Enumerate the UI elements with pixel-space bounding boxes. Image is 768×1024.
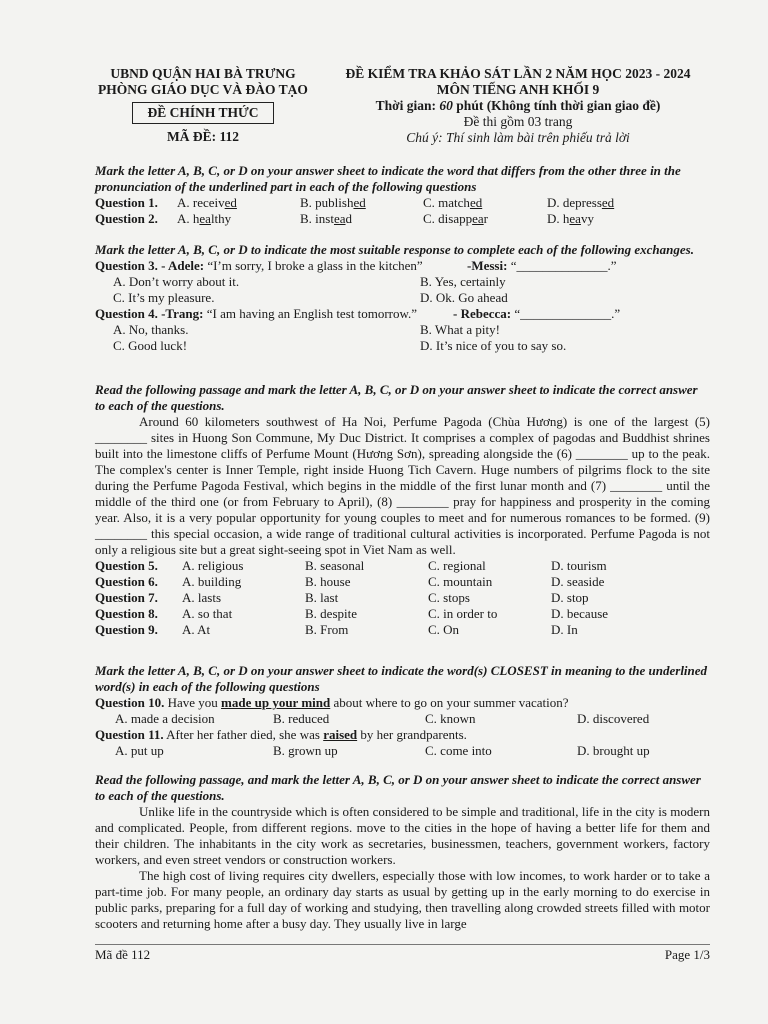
page-number: Page 1/3 [664,947,710,962]
option-a: A. made a decision [115,711,215,726]
option-c: C. disappear [423,211,489,226]
option-d: D. It’s nice of you to say so. [420,338,567,353]
section-synonyms [95,663,710,759]
cloze-questions [95,558,710,638]
footer-exam-code: Mã đề 112 [95,947,151,962]
option-a: A. building [182,574,242,589]
question-label: Question 5. [95,558,158,573]
option-a: A. Don’t worry about it. [113,274,240,289]
option-b: B. seasonal [305,558,365,573]
option-a: A. healthy [177,211,232,226]
question-3: Question 3. - Adele: “I’m sorry, I broke a glass in the kitchen” -Messi: “______________.” [95,258,617,273]
exam-code: MÃ ĐỀ: 112 [167,129,239,144]
question-label: Question 9. [95,622,158,637]
option-b: B. reduced [273,711,330,726]
exam-note: Chú ý: Thí sinh làm bài trên phiếu trả lời [406,130,630,145]
option-d: D. depressed [547,195,615,210]
option-b: B. despite [305,606,357,621]
option-d: D. In [551,622,578,637]
option-c: C. stops [428,590,470,605]
question-2: Question 2. A. healthy B. instead C. disappear D. heavy [95,211,594,226]
header-right [322,66,714,146]
cloze-question-9 [95,622,710,638]
cloze-question-6 [95,574,710,590]
option-b: B. house [305,574,351,589]
option-d: D. Ok. Go ahead [420,290,508,305]
subject-title: MÔN TIẾNG ANH KHỐI 9 [436,82,600,97]
question-label: Question 8. [95,606,158,621]
section-instruction: Mark the letter A, B, C, or D on your answer sheet to indicate the word that differs from the other three in the pronunciation of the underlined part in each of the following questions [95,163,681,194]
section-exchanges [95,242,710,354]
exam-title: ĐỀ KIỂM TRA KHẢO SÁT LẦN 2 NĂM HỌC 2023 - 2024 [345,66,691,81]
question-1: Question 1. A. received B. published C. matched D. depressed [95,195,615,210]
option-b: B. What a pity! [420,322,500,337]
option-a: A. religious [182,558,244,573]
option-c: C. matched [423,195,483,210]
section-instruction: Read the following passage, and mark the letter A, B, C, or D on your answer sheet to indicate the correct answer to each of the questions. [95,772,701,803]
section-instruction: Read the following passage and mark the letter A, B, C, or D on your answer sheet to indicate the correct answer to each of the questions. [95,382,698,413]
question-label: Question 7. [95,590,158,605]
option-d: D. heavy [547,211,594,226]
option-a: A. so that [182,606,233,621]
option-c: C. Good luck! [113,338,188,353]
passage-text: Around 60 kilometers southwest of Ha Noi, Perfume Pagoda (Chùa Hương) is one of the largest (5) ________ sites in Huong Son Commune, My Duc District. It comprises a complex of pagodas and Buddhist shrines built into the limestone cliffs of Perfume Mount (Hương Sơn), spreading alongside the (6) ________ up to the peak. The complex's center is Inner Temple, right inside Huong Tich Cavern. Huge numbers of pilgrims flock to the site during the Perfume Pagoda Festival, which begins in the middle of the first lunar month and (7) ________ until the middle of the third one (or from February to April), (8) ________ pray for happiness and prosperity in the coming year. Also, it is a very popular opportunity for young couples to meet and for numerous romances to be formed. (9) ________ this special occasion, a wide range of traditional cultural activities is incorporated. Perfume Pagoda is not only a religious site but a great sight-seeing spot in Viet Nam as well. [95,414,710,557]
option-d: D. tourism [551,558,607,573]
option-b: B. grown up [273,743,338,758]
option-c: C. known [425,711,476,726]
option-a: A. put up [115,743,164,758]
question-4: Question 4. -Trang: “I am having an English test tomorrow.” - Rebecca: “______________.” [95,306,621,321]
option-d: D. discovered [577,711,650,726]
option-a: A. At [182,622,211,637]
option-b: B. Yes, certainly [420,274,506,289]
cloze-question-8 [95,606,710,622]
district-name: UBND QUẬN HAI BÀ TRƯNG [110,66,296,81]
option-a: A. No, thanks. [113,322,189,337]
option-c: C. It’s my pleasure. [113,290,215,305]
option-d: D. stop [551,590,589,605]
reading-paragraph-2: The high cost of living requires city dwellers, especially those with low incomes, to work harder or to take a part-time job. For many people, an ordinary day starts as usual by getting up in the early morning to do exercise in public parks, preparing for a full day of working and studying, then travelling along crowded streets filled with motor scooters and returning home after a busy day. They usually live in large [95,868,710,931]
option-c: C. mountain [428,574,493,589]
department-name: PHÒNG GIÁO DỤC VÀ ĐÀO TẠO [98,82,308,97]
option-d: D. brought up [577,743,650,758]
page-count: Đề thi gồm 03 trang [463,114,573,129]
option-c: C. On [428,622,460,637]
option-a: A. received [177,195,237,210]
section-instruction: Mark the letter A, B, C, or D on your answer sheet to indicate the word(s) CLOSEST in meaning to the underlined word(s) in each of the following questions [95,663,708,694]
section-instruction: Mark the letter A, B, C, or D to indicate the most suitable response to complete each of the following exchanges. [95,242,694,257]
reading-paragraph-1: Unlike life in the countryside which is often considered to be simple and traditional, life in the city is modern and complicated. People, from different regions. move to the cities in the hope of having a better life for them and their children. The inhabitants in the city work as secretaries, businessmen, teachers, government workers, factory workers, and even street vendors or construction workers. [95,804,710,867]
section-reading [95,772,710,932]
option-c: C. in order to [428,606,498,621]
header-left [88,66,318,145]
option-c: C. regional [428,558,486,573]
cloze-question-5 [95,558,710,574]
page-footer [95,944,710,962]
time-line: Thời gian: 60 phút (Không tính thời gian giao đề) [375,98,661,113]
option-b: B. From [305,622,349,637]
question-label: Question 6. [95,574,158,589]
option-b: B. published [300,195,366,210]
official-badge: ĐỀ CHÍNH THỨC [132,102,273,124]
option-a: A. lasts [182,590,221,605]
section-pronunciation [95,163,710,227]
option-d: D. because [551,606,609,621]
option-c: C. come into [425,743,492,758]
section-passage-cloze [95,382,710,638]
option-b: B. last [305,590,339,605]
option-b: B. instead [300,211,353,226]
question-11: Question 11. After her father died, she was raised by her grandparents. [95,727,467,742]
cloze-question-7 [95,590,710,606]
question-10: Question 10. Have you made up your mind about where to go on your summer vacation? [95,695,569,710]
option-d: D. seaside [551,574,605,589]
